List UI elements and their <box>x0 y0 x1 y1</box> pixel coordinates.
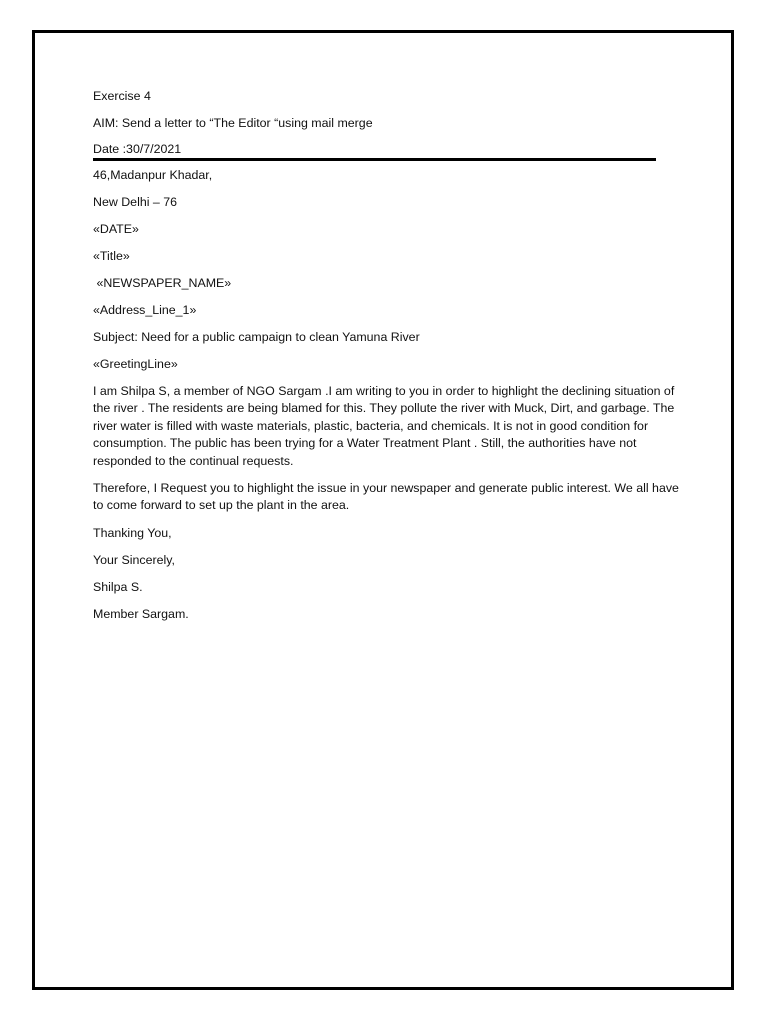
aim-line: AIM: Send a letter to “The Editor “using mail merge <box>93 116 373 130</box>
address-line-1: 46,Madanpur Khadar, <box>93 168 213 182</box>
closing-sincerely: Your Sincerely, <box>93 552 175 567</box>
exercise-heading: Exercise 4 <box>93 89 151 103</box>
closing-thanks: Thanking You, <box>93 525 172 540</box>
greeting-merge-field: «GreetingLine» <box>93 357 178 371</box>
newspaper-merge-field: «NEWSPAPER_NAME» <box>93 276 232 290</box>
address-merge-field: «Address_Line_1» <box>93 303 197 317</box>
address-line-2: New Delhi – 76 <box>93 195 178 209</box>
date-merge-field: «DATE» <box>93 222 139 236</box>
title-merge-field: «Title» <box>93 249 130 263</box>
letter-content <box>93 88 683 633</box>
date-line: Date :30/7/2021 <box>93 142 182 156</box>
body-paragraph-2: Therefore, I Request you to highlight the issue in your newspaper and generate public interest. We all have to come forward to set up the plant in the area. <box>93 481 679 513</box>
body-paragraph-1: I am Shilpa S, a member of NGO Sargam .I am writing to you in order to highlight the declining situation of the river . The residents are being blamed for this. They pollute the river with Muck, Dirt, and garbage. The river water is filled with waste materials, plastic, bacteria, and chemicals. It is not in good condition for consumption. The public has been trying for a Water Treatment Plant . Still, the authorities have not responded to the continual requests. <box>93 384 675 468</box>
signature-name: Shilpa S. <box>93 579 143 594</box>
signature-title: Member Sargam. <box>93 606 189 621</box>
subject-line: Subject: Need for a public campaign to clean Yamuna River <box>93 330 420 344</box>
